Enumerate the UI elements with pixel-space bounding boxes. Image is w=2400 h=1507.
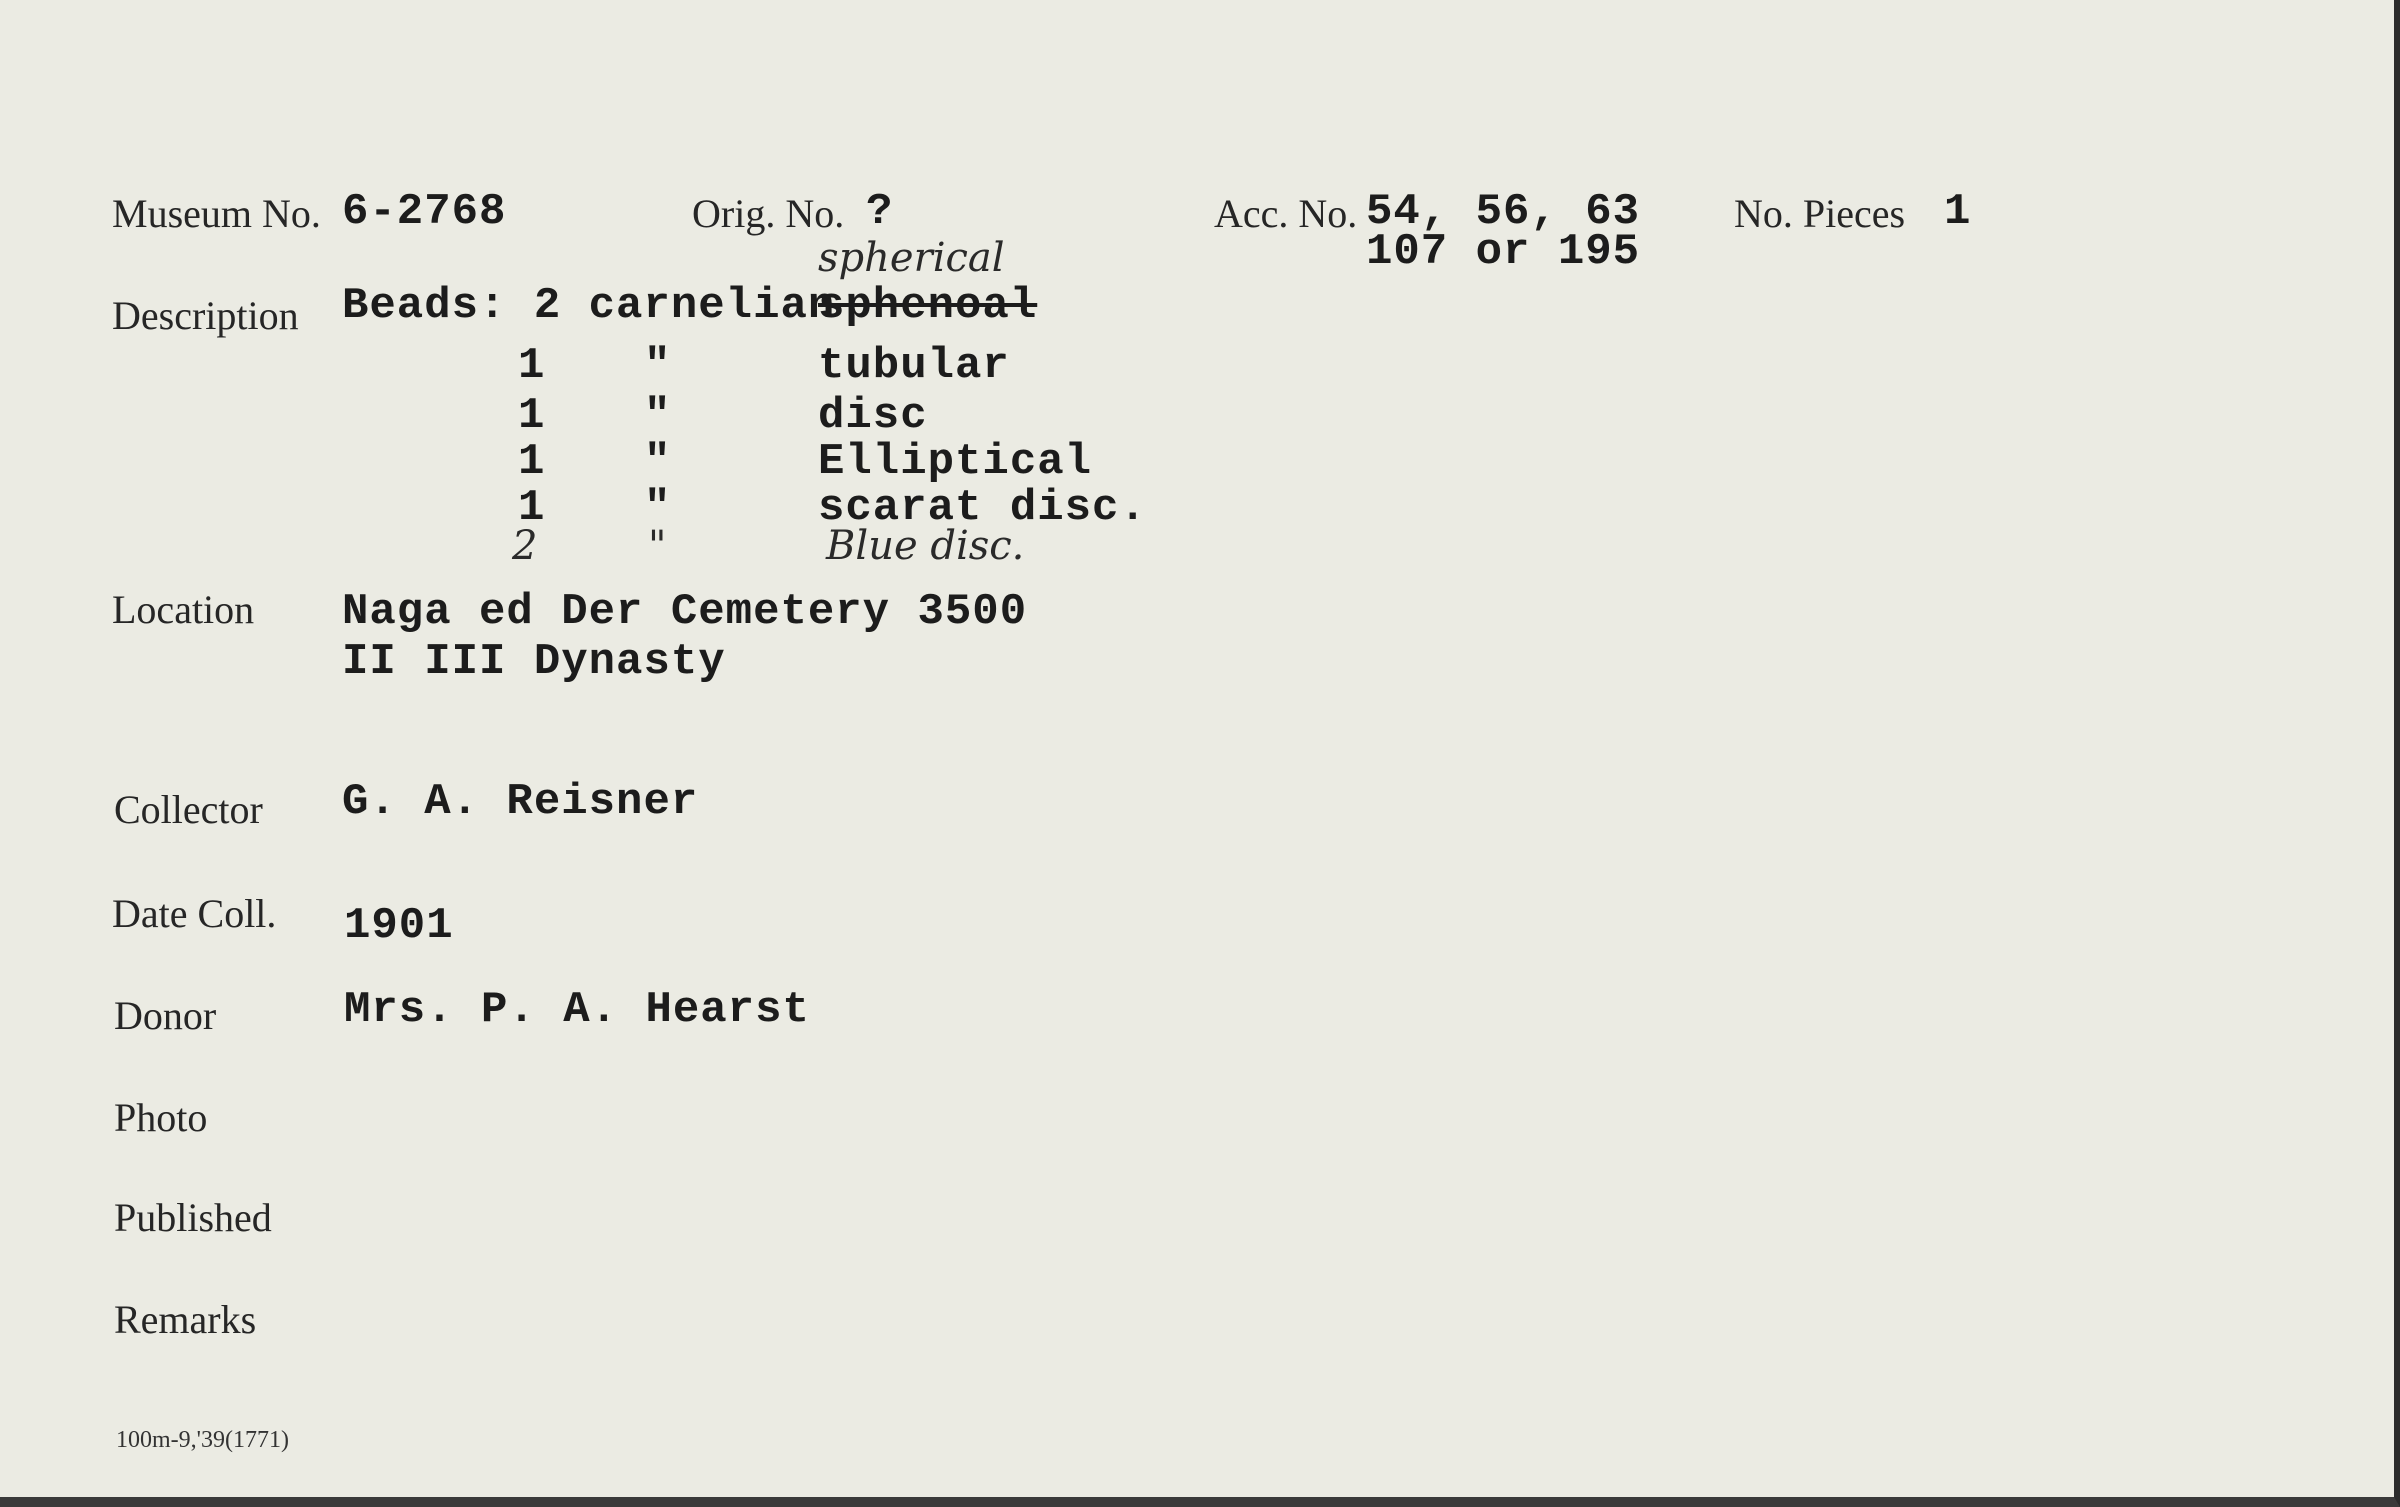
date-coll-value: 1901 [344,901,454,951]
remarks-label: Remarks [114,1297,257,1342]
description-row-ditto: " [644,437,672,487]
description-row-ditto: " [644,341,672,391]
description-row-type: tubular [818,341,1010,391]
collector-value: G. A. Reisner [342,777,699,827]
photo-label: Photo [114,1095,208,1140]
description-row-qty: 1 [518,341,546,391]
description-row-ditto: " [644,483,672,533]
donor-value: Mrs. P. A. Hearst [344,985,810,1035]
description-handwritten-type: Blue disc. [826,523,1025,569]
description-label: Description [112,293,299,338]
description-row-qty: 1 [518,391,546,441]
museum-no-value: 6-2768 [342,187,507,237]
description-handwritten-correction: spherical [818,235,1005,281]
donor-label: Donor [114,993,217,1038]
description-row-qty: 1 [518,437,546,487]
description-intro: Beads: 2 carnelian [342,281,836,331]
description-row-qty: 1 [518,483,546,533]
description-row-type: disc [818,391,928,441]
orig-no-value: ? [866,187,894,237]
published-label: Published [114,1195,272,1240]
acc-no-line2: 107 or 195 [1366,227,1641,277]
description-row-type: scarat disc. [818,483,1147,533]
no-pieces-label: No. Pieces [1734,191,1906,236]
date-coll-label: Date Coll. [112,891,277,936]
description-row-ditto: " [644,391,672,441]
acc-no-label: Acc. No. [1214,191,1358,236]
description-handwritten-qty: 2 [512,523,538,569]
description-struck-word: sphenoal [818,281,1038,331]
collector-label: Collector [114,787,263,832]
museum-no-label: Museum No. [112,191,321,236]
acc-no-line1: 54, 56, 63 [1366,187,1641,237]
location-line2: II III Dynasty [342,637,726,687]
no-pieces-value: 1 [1944,187,1972,237]
location-line1: Naga ed Der Cemetery 3500 [342,587,1028,637]
orig-no-label: Orig. No. [692,191,845,236]
print-code: 100m-9,'39(1771) [116,1427,289,1453]
location-label: Location [112,587,255,632]
description-handwritten-ditto: " [648,523,667,569]
description-row-type: Elliptical [818,437,1093,487]
